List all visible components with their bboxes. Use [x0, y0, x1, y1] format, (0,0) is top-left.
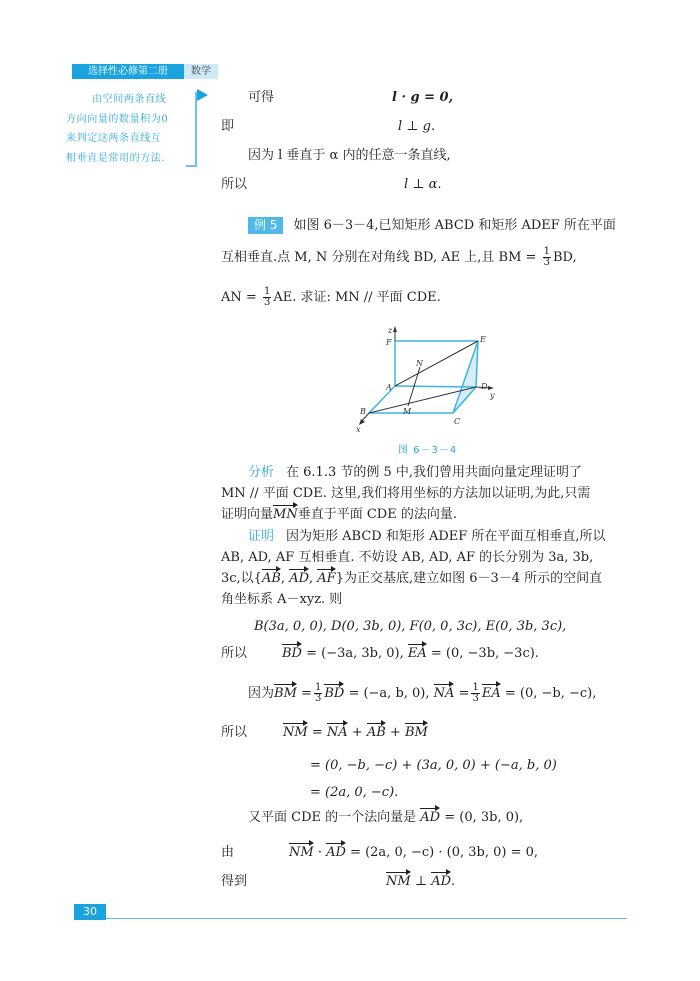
vector-BD: BD	[282, 644, 302, 664]
label-kede: 可得	[248, 90, 275, 105]
vector-NA: NA	[434, 684, 455, 704]
margin-note-line: 来判定这两条直线互	[66, 133, 162, 144]
label-N: N	[416, 359, 423, 368]
example-text: BD,	[552, 250, 577, 265]
label-D: D	[481, 382, 488, 391]
vector-value: = (−3a, 3b, 0),	[306, 646, 404, 661]
plus: +	[351, 725, 363, 740]
nm-sum-line	[283, 723, 428, 743]
vector-AF: AF	[317, 569, 335, 589]
analysis-line-3	[221, 505, 457, 525]
margin-note-bracket-foot	[186, 165, 197, 167]
margin-note-line: 相垂直是常用的方法.	[66, 152, 166, 164]
proof-text: 3c,以{	[221, 571, 262, 586]
margin-note	[66, 90, 190, 168]
example-text: AE. 求证: MN // 平面 CDE.	[273, 290, 441, 305]
fraction	[471, 683, 479, 704]
analysis-label: 分析	[248, 465, 275, 480]
equals: =	[301, 686, 312, 701]
perp-conclusion-line	[386, 872, 455, 892]
frac-num: 1	[263, 286, 271, 297]
label-B: B	[360, 407, 366, 416]
vector-AD: AD	[420, 808, 440, 828]
dot-operator: ·	[317, 845, 322, 860]
vector-NM: NM	[386, 872, 411, 892]
dot-product-line	[289, 843, 538, 863]
sum-expansion-line: = (0, −b, −c) + (3a, 0, 0) + (−a, b, 0)	[310, 758, 557, 773]
perp-symbol: ⊥	[414, 874, 428, 889]
label-M: M	[403, 407, 412, 416]
example-line-3	[221, 287, 441, 308]
label-F: F	[386, 338, 392, 347]
vector-AB: AB	[262, 569, 281, 589]
text-because-l: 因为 l 垂直于 α 内的任意一条直线,	[248, 148, 451, 163]
vector-AD: AD	[289, 569, 309, 589]
footer-rule	[106, 918, 627, 919]
math-l-perp-g: l ⊥ g.	[398, 119, 436, 134]
vector-AD: AD	[326, 843, 346, 863]
proof-line-4: 角坐标系 A－xyz. 则	[221, 592, 343, 607]
period: .	[451, 874, 456, 889]
equals: =	[458, 686, 470, 701]
analysis-text: 在 6.1.3 节的例 5 中,我们曾用共面向量定理证明了	[286, 465, 583, 480]
margin-note-line: 方向向量的数量积为0	[66, 113, 169, 125]
vector-EA: EA	[408, 644, 427, 664]
sum-result-line: = (2a, 0, −c).	[310, 785, 399, 800]
because-bm-na-line	[248, 683, 596, 704]
example-line-2	[221, 247, 577, 268]
proof-text: 因为矩形 ABCD 和矩形 ADEF 所在平面互相垂直,所以	[286, 529, 606, 544]
label-E: E	[480, 335, 486, 344]
vector-AD: AD	[431, 872, 451, 892]
vector-NM: NM	[283, 723, 308, 743]
label-A: A	[386, 383, 392, 392]
proof-text: 又平面 CDE 的一个法向量是	[248, 810, 417, 825]
analysis-text: 垂直于平面 CDE 的法向量.	[297, 507, 457, 522]
by-label: 由	[221, 845, 235, 860]
frac-num: 1	[543, 246, 550, 257]
coordinates-line: B(3a, 0, 0), D(0, 3b, 0), F(0, 0, 3c), E(0, 3b, 3c),	[254, 619, 567, 634]
frac-den: 3	[543, 257, 550, 268]
example-text: 互相垂直.点 M, N 分别在对角线 BD, AE 上,且 BM =	[221, 250, 537, 265]
vector-value: = (0, −b, −c),	[504, 686, 597, 701]
example-line-1	[248, 216, 616, 236]
frac-den: 3	[314, 693, 322, 704]
proof-line-1	[248, 527, 606, 547]
equals: =	[311, 725, 323, 740]
vector-MN: MN	[273, 505, 298, 525]
margin-note-bracket	[195, 92, 197, 166]
fraction	[543, 247, 551, 268]
vector-NM: NM	[289, 843, 314, 863]
analysis-line-1	[248, 463, 582, 483]
frac-num: 1	[314, 682, 322, 693]
vector-BD: BD	[324, 684, 344, 704]
example-text: 如图 6－3－4,已知矩形 ABCD 和矩形 ADEF 所在平面	[293, 218, 616, 233]
figure-6-3-4	[340, 318, 520, 438]
page-number: 30	[74, 904, 106, 920]
because-label: 因为	[248, 686, 275, 701]
analysis-line-2: MN // 平面 CDE. 这里,我们将用坐标的方法加以证明,为此,只需	[221, 486, 591, 501]
so-label-2: 所以	[221, 725, 248, 740]
label-ji: 即	[221, 119, 235, 134]
proof-label: 证明	[248, 529, 275, 544]
vector-NA: NA	[327, 723, 348, 743]
normal-vector-line	[248, 808, 523, 828]
vector-EA: EA	[482, 684, 501, 704]
label-z: z	[388, 326, 393, 335]
label-suoyi: 所以	[221, 177, 248, 192]
label-x: x	[356, 425, 361, 434]
frac-num: 1	[472, 682, 479, 693]
vector-AB: AB	[367, 723, 386, 743]
analysis-text: 证明向量	[221, 507, 274, 522]
vectors-bd-ea-line	[282, 644, 539, 664]
label-y: y	[490, 391, 495, 400]
vector-value: = (−a, b, 0),	[348, 686, 430, 701]
example-text: AN =	[221, 290, 257, 305]
dot-product-value: = (2a, 0, −c) · (0, 3b, 0) = 0,	[350, 845, 538, 860]
label-C: C	[454, 417, 461, 426]
subject-tab: 数学	[184, 64, 218, 79]
margin-note-flag-icon	[197, 89, 208, 101]
plus: +	[389, 725, 401, 740]
vector-BM: BM	[274, 684, 297, 704]
fraction	[263, 287, 271, 308]
proof-line-3: 3c,以{AB, AD, AF}为正交基底,建立如图 6－3－4 所示的空间直	[221, 569, 602, 589]
vector-value: = (0, −3b, −3c).	[430, 646, 539, 661]
vector-BM: BM	[405, 723, 428, 743]
get-label: 得到	[221, 874, 248, 889]
fraction	[314, 683, 322, 704]
margin-note-line: 由空间两条直线	[92, 94, 167, 105]
math-l-dot-g: l · g = 0,	[392, 90, 454, 105]
math-l-perp-alpha: l ⊥ α.	[404, 177, 442, 192]
so-label-1: 所以	[221, 646, 248, 661]
frac-den: 3	[263, 297, 271, 308]
vector-value: = (0, 3b, 0),	[444, 810, 524, 825]
figure-caption: 图 6－3－4	[398, 445, 458, 456]
book-title-tab: 选择性必修第二册	[72, 64, 184, 79]
frac-den: 3	[472, 693, 479, 704]
example-badge: 例 5	[248, 217, 283, 234]
proof-text: }为正交基底,建立如图 6－3－4 所示的空间直	[335, 571, 603, 586]
proof-line-2: AB, AD, AF 互相垂直. 不妨设 AB, AD, AF 的长分别为 3a, 3b,	[221, 550, 594, 565]
